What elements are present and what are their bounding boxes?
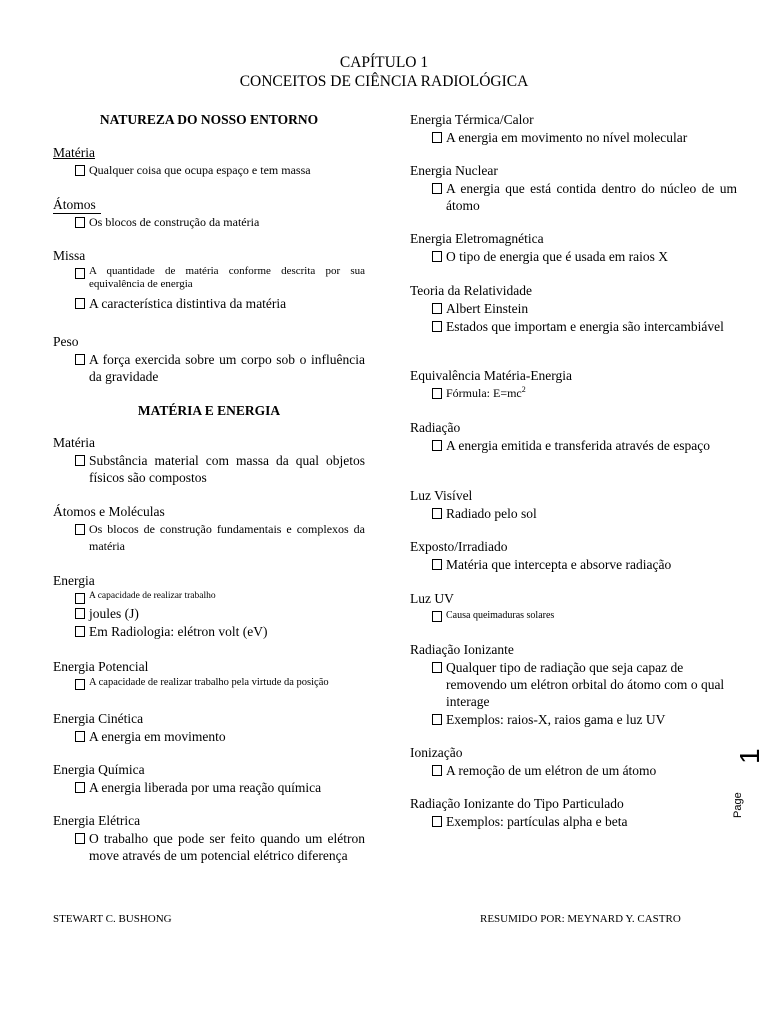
entry-energia-quimica bbox=[53, 761, 365, 796]
list-item: joules (J) bbox=[53, 605, 365, 622]
entry-luz-visivel bbox=[410, 487, 737, 522]
term-energia-cinetica: Energia Cinética bbox=[53, 711, 144, 726]
list-item: A capacidade de realizar trabalho bbox=[53, 590, 365, 603]
term-equivalencia: Equivalência Matéria-Energia bbox=[410, 368, 573, 383]
entry-energia-cinetica bbox=[53, 710, 365, 745]
checkbox-bullet-icon bbox=[432, 714, 442, 725]
term-peso: Peso bbox=[53, 334, 79, 349]
chapter-title: CONCEITOS DE CIÊNCIA RADIOLÓGICA bbox=[239, 73, 529, 90]
entry-radiacao bbox=[410, 419, 737, 454]
list-item: O tipo de energia que é usada em raios X bbox=[410, 248, 737, 265]
list-item: Qualquer coisa que ocupa espaço e tem massa bbox=[53, 162, 365, 178]
checkbox-bullet-icon bbox=[432, 559, 442, 570]
page-marker bbox=[728, 748, 768, 838]
list-item: A energia em movimento bbox=[53, 728, 365, 745]
checkbox-bullet-icon bbox=[75, 608, 85, 619]
entry-energia bbox=[53, 572, 365, 640]
list-item: Exemplos: raios-X, raios gama e luz UV bbox=[410, 711, 737, 728]
entry-energia-eletrica bbox=[53, 812, 365, 864]
list-item: Radiado pelo sol bbox=[410, 505, 737, 522]
entry-energia-potencial bbox=[53, 658, 365, 689]
checkbox-bullet-icon bbox=[75, 455, 85, 466]
entry-energia-nuclear bbox=[410, 162, 737, 214]
entry-luz-uv bbox=[410, 590, 737, 624]
entry-peso bbox=[53, 333, 365, 385]
checkbox-bullet-icon bbox=[432, 303, 442, 314]
checkbox-bullet-icon bbox=[432, 662, 442, 673]
checkbox-bullet-icon bbox=[75, 524, 85, 535]
entry-energia-eletromagnetica bbox=[410, 230, 737, 265]
list-item: Em Radiologia: elétron volt (eV) bbox=[53, 623, 365, 640]
checkbox-bullet-icon bbox=[432, 388, 442, 399]
list-item: A força exercida sobre um corpo sob o influência da gravidade bbox=[53, 351, 365, 385]
term-energia: Energia bbox=[53, 573, 95, 588]
term-luz-visivel: Luz Visível bbox=[410, 488, 473, 503]
term-missa: Missa bbox=[53, 248, 86, 263]
checkbox-bullet-icon bbox=[432, 765, 442, 776]
list-item: A característica distintiva da matéria bbox=[53, 295, 365, 312]
list-item: A energia liberada por uma reação química bbox=[53, 779, 365, 796]
checkbox-bullet-icon bbox=[75, 833, 85, 844]
page-number: 1 bbox=[734, 748, 765, 764]
term-energia-potencial: Energia Potencial bbox=[53, 659, 149, 674]
checkbox-bullet-icon bbox=[432, 251, 442, 262]
term-radiacao-ionizante: Radiação Ionizante bbox=[410, 642, 514, 657]
entry-equivalencia bbox=[410, 367, 737, 402]
entry-energia-termica bbox=[410, 111, 737, 146]
checkbox-bullet-icon bbox=[75, 268, 85, 279]
checkbox-bullet-icon bbox=[75, 298, 85, 309]
list-item: A energia que está contida dentro do núcleo de um átomo bbox=[410, 180, 737, 214]
page-label: Page bbox=[732, 792, 744, 818]
list-item: Substância material com massa da qual objetos físicos são compostos bbox=[53, 452, 365, 486]
checkbox-bullet-icon bbox=[432, 321, 442, 332]
entry-particulado bbox=[410, 795, 737, 830]
checkbox-bullet-icon bbox=[75, 782, 85, 793]
section-heading-materia-energia: MATÉRIA E ENERGIA bbox=[137, 403, 281, 418]
checkbox-bullet-icon bbox=[75, 731, 85, 742]
checkbox-bullet-icon bbox=[432, 183, 442, 194]
checkbox-bullet-icon bbox=[432, 611, 442, 622]
entry-radiacao-ionizante bbox=[410, 641, 737, 728]
list-item: Exemplos: partículas alpha e beta bbox=[410, 813, 737, 830]
entry-teoria-relatividade bbox=[410, 282, 737, 335]
list-item: A remoção de um elétron de um átomo bbox=[410, 762, 737, 779]
term-energia-nuclear: Energia Nuclear bbox=[410, 163, 498, 178]
list-item: A capacidade de realizar trabalho pela virtude da posição bbox=[53, 676, 365, 689]
term-materia-2: Matéria bbox=[53, 435, 95, 450]
entry-materia-2 bbox=[53, 434, 365, 486]
list-item: Matéria que intercepta e absorve radiação bbox=[410, 556, 737, 573]
term-teoria-relatividade: Teoria da Relatividade bbox=[410, 283, 533, 298]
entry-missa bbox=[53, 247, 365, 312]
footer-author: STEWART C. BUSHONG bbox=[53, 913, 172, 925]
list-item: Qualquer tipo de radiação que seja capaz de removendo um elétron orbital do átomo com o qual interage bbox=[410, 659, 737, 710]
term-ionizacao: Ionização bbox=[410, 745, 463, 760]
checkbox-bullet-icon bbox=[75, 354, 85, 365]
list-item: Causa queimaduras solares bbox=[410, 608, 737, 624]
term-energia-eletromagnetica: Energia Eletromagnética bbox=[410, 231, 544, 246]
chapter-number: CAPÍTULO 1 bbox=[339, 54, 429, 71]
section-heading-natureza: NATUREZA DO NOSSO ENTORNO bbox=[99, 112, 319, 127]
list-item: Estados que importam e energia são intercambiável bbox=[410, 318, 737, 335]
term-atomos: Átomos bbox=[53, 197, 96, 212]
checkbox-bullet-icon bbox=[432, 132, 442, 143]
term-energia-termica: Energia Térmica/Calor bbox=[410, 112, 534, 127]
checkbox-bullet-icon bbox=[432, 440, 442, 451]
footer-summarized-by: RESUMIDO POR: MEYNARD Y. CASTRO bbox=[480, 913, 681, 925]
term-energia-eletrica: Energia Elétrica bbox=[53, 813, 141, 828]
list-item: O trabalho que pode ser feito quando um elétron move através de um potencial elétrico diferença bbox=[53, 830, 365, 864]
list-item: Os blocos de construção fundamentais e complexos da matéria bbox=[53, 521, 365, 555]
checkbox-bullet-icon bbox=[75, 165, 85, 176]
list-item: A energia em movimento no nível molecular bbox=[410, 129, 737, 146]
checkbox-bullet-icon bbox=[432, 508, 442, 519]
entry-ionizacao bbox=[410, 744, 737, 779]
term-atomos-moleculas: Átomos e Moléculas bbox=[53, 504, 165, 519]
entry-atomos-moleculas bbox=[53, 503, 365, 555]
term-materia: Matéria bbox=[53, 145, 95, 160]
checkbox-bullet-icon bbox=[75, 217, 85, 228]
list-item: Os blocos de construção da matéria bbox=[53, 214, 365, 230]
list-item: A quantidade de matéria conforme descrita por sua equivalência de energia bbox=[53, 265, 365, 291]
checkbox-bullet-icon bbox=[75, 679, 85, 690]
entry-materia bbox=[53, 144, 365, 178]
list-item: Albert Einstein bbox=[410, 300, 737, 317]
formula-exponent: 2 bbox=[521, 385, 526, 394]
checkbox-bullet-icon bbox=[75, 593, 85, 604]
entry-exposto bbox=[410, 538, 737, 573]
term-exposto: Exposto/Irradiado bbox=[410, 539, 508, 554]
term-energia-quimica: Energia Química bbox=[53, 762, 145, 777]
term-particulado: Radiação Ionizante do Tipo Particulado bbox=[410, 796, 624, 811]
list-item: A energia emitida e transferida através de espaço bbox=[410, 437, 737, 454]
entry-atomos bbox=[53, 196, 365, 230]
list-item: Fórmula: $E=mc^2$ bbox=[410, 385, 737, 402]
checkbox-bullet-icon bbox=[75, 626, 85, 637]
checkbox-bullet-icon bbox=[432, 816, 442, 827]
term-radiacao: Radiação bbox=[410, 420, 461, 435]
term-luz-uv: Luz UV bbox=[410, 591, 454, 606]
